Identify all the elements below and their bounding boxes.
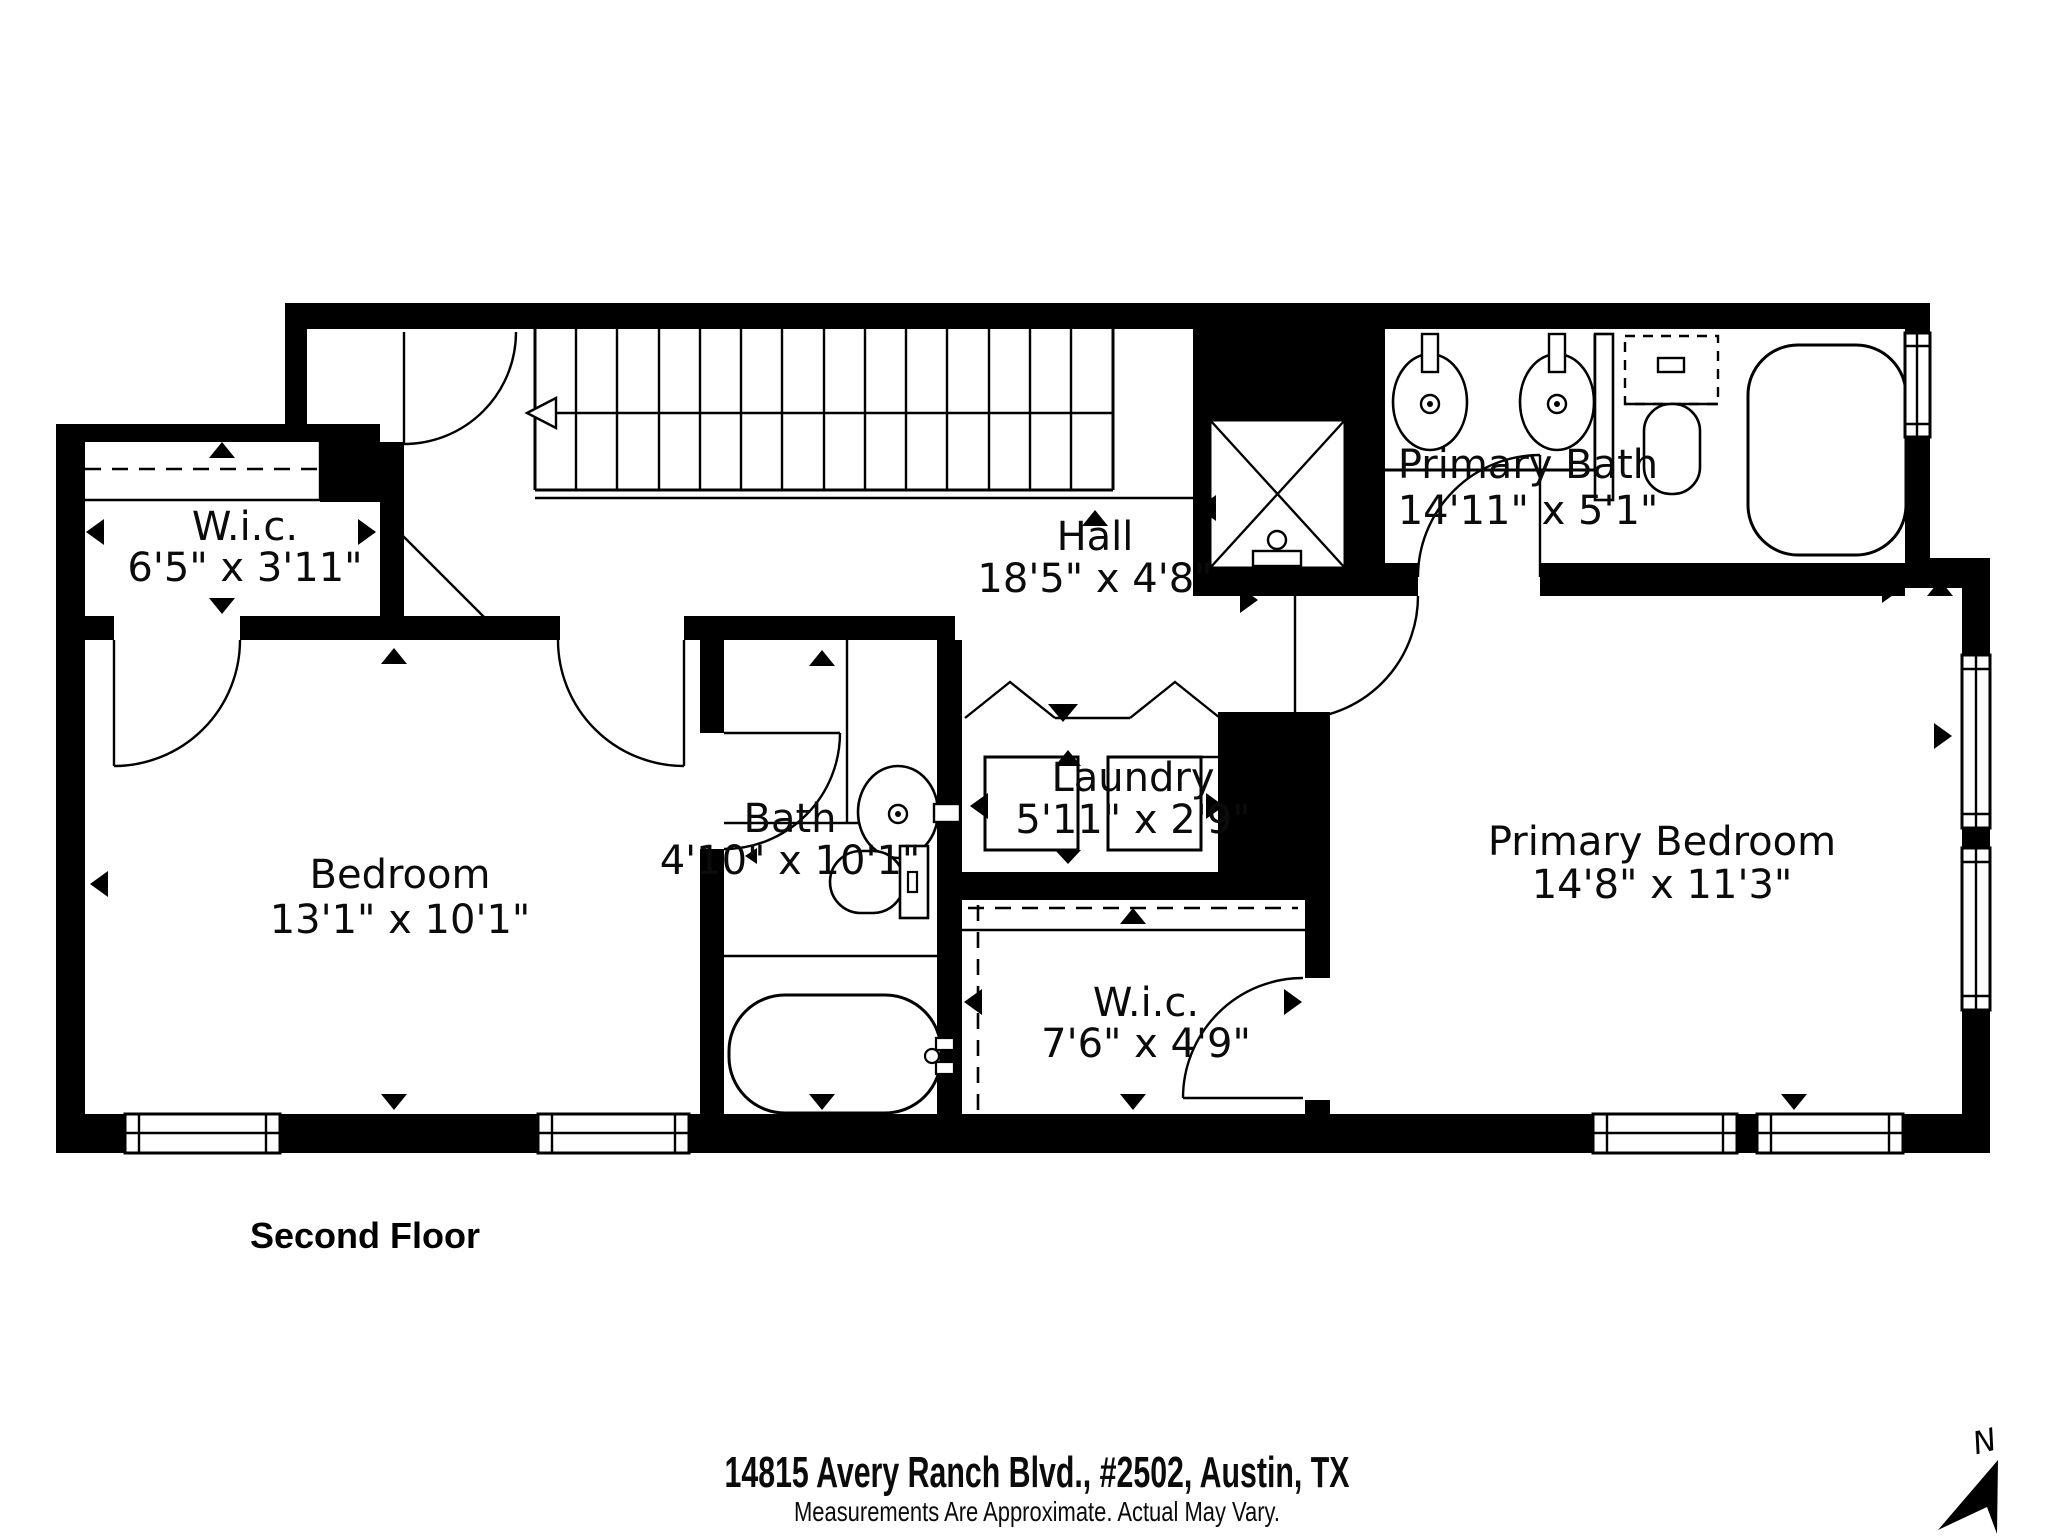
svg-text:Hall: Hall [1056, 514, 1134, 560]
svg-text:Primary Bath: Primary Bath [1397, 442, 1659, 488]
window [1593, 1114, 1737, 1153]
faucet-icon [1549, 334, 1565, 372]
svg-text:7'6" x 4'9": 7'6" x 4'9" [1041, 1021, 1251, 1067]
address-line: 14815 Avery Ranch Blvd., #2502, Austin, TX [724, 1448, 1350, 1497]
disclaimer-line: Measurements Are Approximate. Actual May Vary. [794, 1496, 1280, 1527]
window [1962, 655, 1990, 828]
svg-text:Bath: Bath [743, 796, 837, 842]
svg-text:13'1" x 10'1": 13'1" x 10'1" [269, 897, 531, 943]
room-label-wic-upper [127, 504, 362, 591]
window [1905, 333, 1930, 437]
faucet-icon [1422, 334, 1438, 372]
svg-text:14'11" x 5'1": 14'11" x 5'1" [1397, 488, 1659, 534]
svg-text:Laundry: Laundry [1051, 755, 1215, 801]
svg-text:Bedroom: Bedroom [309, 852, 491, 898]
north-label: N [1969, 1421, 2001, 1463]
bifold-doors-laundry [965, 682, 1220, 722]
svg-text:Primary Bedroom: Primary Bedroom [1487, 819, 1837, 865]
bathtub-hall-bath [724, 956, 954, 1113]
room-label-bedroom [270, 852, 531, 943]
room-label-hall [977, 514, 1212, 602]
north-arrow-icon [1938, 1460, 1998, 1534]
svg-text:6'5" x 3'11": 6'5" x 3'11" [127, 545, 363, 591]
room-label-primary-bath [1398, 442, 1659, 534]
window [1757, 1114, 1903, 1153]
window [538, 1114, 689, 1153]
window [125, 1114, 280, 1153]
door-bedroom-entry [558, 640, 684, 766]
stair-direction-arrow-icon [527, 398, 556, 428]
floor-label: Second Floor [250, 1215, 481, 1256]
svg-text:W.i.c.: W.i.c. [191, 504, 299, 550]
room-label-laundry [1015, 755, 1250, 843]
room-label-primary-bedroom [1488, 819, 1836, 908]
svg-text:18'5" x 4'8": 18'5" x 4'8" [977, 556, 1213, 602]
stair-treads [576, 329, 1071, 490]
compass [1938, 1422, 2000, 1534]
shower [1210, 420, 1345, 568]
svg-text:5'11" x 2'9": 5'11" x 2'9" [1015, 797, 1251, 843]
svg-text:W.i.c.: W.i.c. [1092, 980, 1200, 1026]
door-landing [404, 332, 516, 444]
door-primary-bedroom [1295, 596, 1418, 719]
tub-faucet-icon [925, 1049, 939, 1063]
staircase [527, 329, 1193, 498]
shower-head-icon [1268, 531, 1286, 549]
window [1962, 848, 1990, 1010]
svg-text:4'10" x 10'1": 4'10" x 10'1" [659, 838, 921, 884]
room-label-wic-primary [1041, 980, 1251, 1067]
door-ajar-leaf [397, 530, 490, 623]
door-bedroom-wic [114, 640, 240, 766]
bathtub-primary [1748, 345, 1906, 555]
svg-text:14'8" x 11'3": 14'8" x 11'3" [1531, 862, 1793, 908]
faucet-icon [934, 804, 960, 822]
